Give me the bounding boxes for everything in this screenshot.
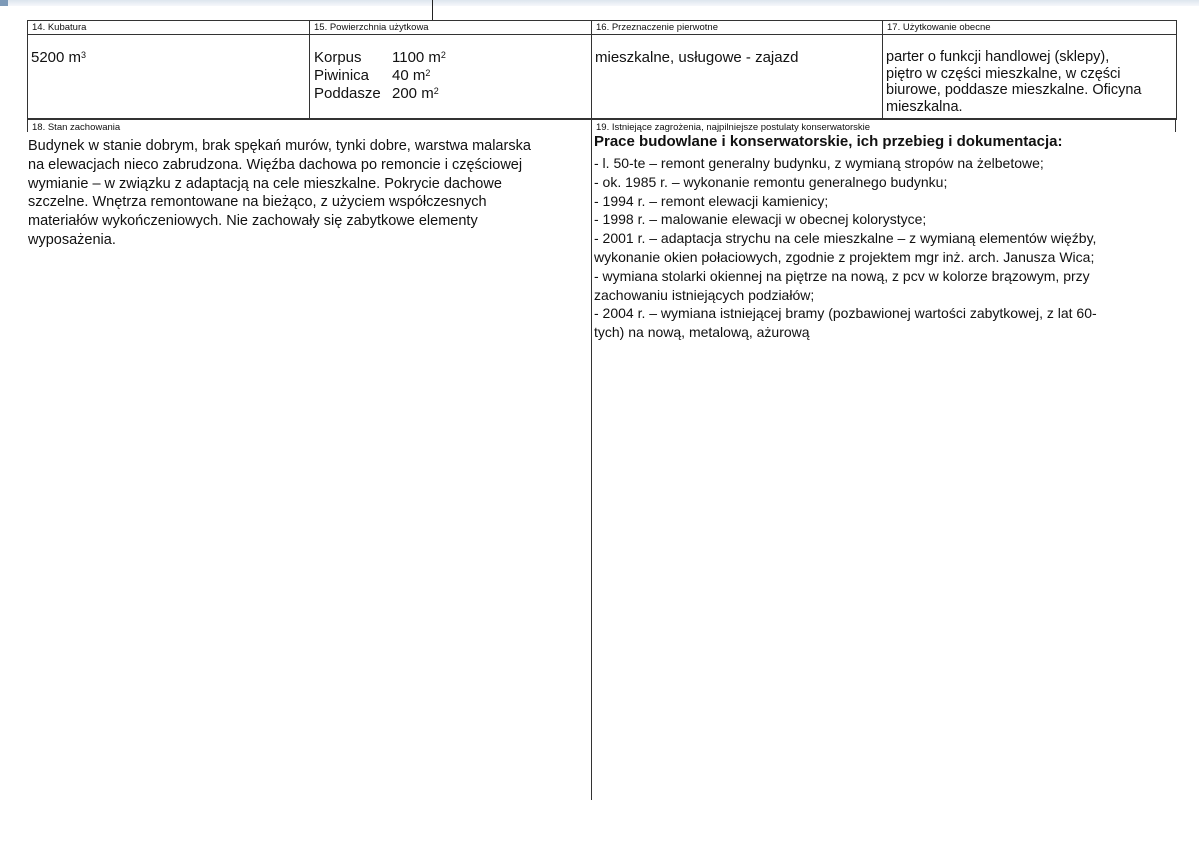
text-line: - 1998 r. – malowanie elewacji w obecnej kolorystyce; [594,211,927,228]
text-line: na elewacjach nieco zabrudzona. Więźba dachowa po remoncie i częściowej [28,156,523,173]
text-line: - wymiana stolarki okiennej na piętrze na nową, z pcv w kolorze brązowym, przy [594,267,1090,284]
text-line: materiałów wykończeniowych. Nie zachowały się zabytkowe elementy [28,213,478,230]
text-line: - 1994 r. – remont elewacji kamienicy; [594,192,829,209]
field-16-label: 16. Przeznaczenie pierwotne [596,22,718,33]
text-line: piętro w części mieszkalne, w części [886,65,1121,82]
text-line: Budynek w stanie dobrym, brak spękań murów, tynki dobre, warstwa malarska [28,138,531,154]
text-line: szczelne. Wnętrza remontowane na bieżąco, z użyciem współczesnych [28,194,487,211]
area-table [314,49,446,103]
area-row [314,67,446,85]
area-value [392,49,446,67]
unit-exponent: 2 [433,86,439,96]
area-row [314,85,446,103]
area-value [392,67,446,85]
area-name: Poddasze [314,85,381,102]
area-name: Korpus [314,49,362,66]
area-number: 40 m [392,67,426,84]
text-line: mieszkalna. [886,98,963,115]
field-19-heading: Prace budowlane i konserwatorskie, ich przebieg i dokumentacja: [594,133,1063,150]
text-line: parter o funkcji handlowej (sklepy), [886,49,1110,65]
text-line: wyposażenia. [28,231,116,248]
area-row [314,49,446,67]
text-line: - 2004 r. – wymiana istniejącej bramy (pozbawionej wartości zabytkowej, z lat 60- [594,305,1097,322]
text-line: - ok. 1985 r. – wykonanie remontu generalnego budynku; [594,173,948,190]
field-19-text [594,154,1097,342]
text-line: - l. 50-te – remont generalny budynku, z wymianą stropów na żelbetowe; [594,155,1044,171]
text-line: tych) na nową, metalową, ażurową [594,324,810,341]
unit-exponent: 2 [440,50,446,60]
divider [1175,118,1176,132]
field-16-value: mieszkalne, usługowe - zajazd [595,49,799,66]
unit-exponent: 3 [81,50,87,60]
divider [27,34,1176,35]
field-18-text [28,137,531,250]
field-17-value [886,49,1142,115]
field-18-label: 18. Stan zachowania [32,122,121,133]
top-edge [0,0,1199,6]
divider [27,118,1176,119]
kubatura-value: 5200 m [31,49,82,66]
field-14-label: 14. Kubatura [32,22,87,33]
field-17-label: 17. Użytkowanie obecne [887,22,991,33]
text-line: wymianie – w związku z adaptacją na cele mieszkalne. Pokrycie dachowe [28,175,502,192]
field-15-label: 15. Powierzchnia użytkowa [314,22,429,33]
text-line: wykonanie okien połaciowych, zgodnie z projektem mgr inż. arch. Janusza Wica; [594,248,1095,265]
text-line: - 2001 r. – adaptacja strychu na cele mieszkalne – z wymianą elementów więźby, [594,230,1097,247]
text-line: zachowaniu istniejących podziałów; [594,286,815,303]
divider [591,20,592,800]
area-name: Piwinica [314,67,370,84]
text-line: biurowe, poddasze mieszkalne. Oficyna [886,82,1142,98]
area-number: 200 m [392,85,434,102]
area-number: 1100 m [392,49,441,66]
field-14-value [31,49,86,67]
field-19-label: 19. Istniejące zagrożenia, najpilniejsze postulaty konserwatorskie [596,122,871,133]
unit-exponent: 2 [425,68,431,78]
fold-mark [432,0,433,20]
area-value [392,85,446,103]
